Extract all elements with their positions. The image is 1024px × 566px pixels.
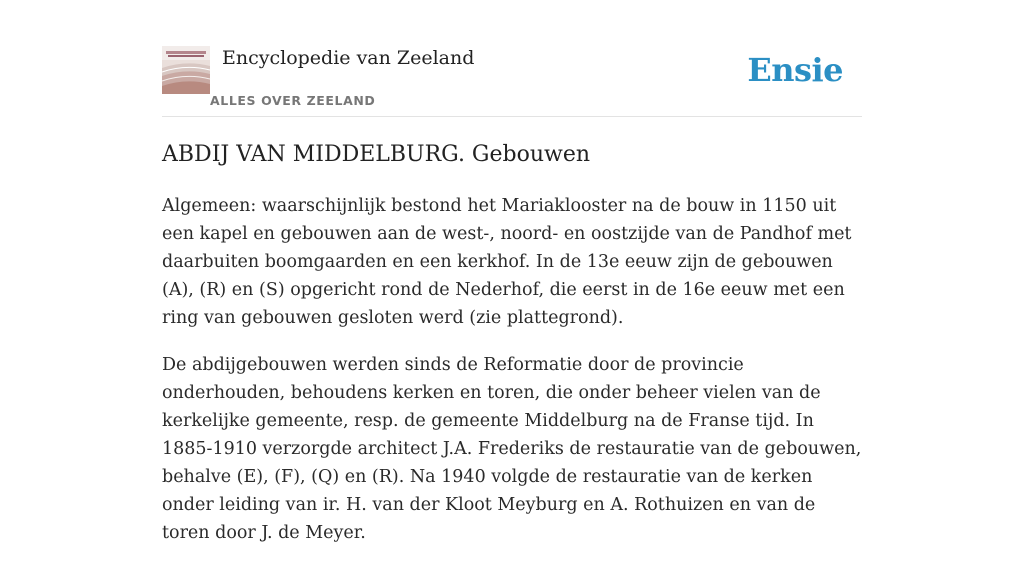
article-body xyxy=(162,192,862,566)
book-pages-icon xyxy=(162,46,210,94)
article-paragraph: Algemeen: waarschijnlijk bestond het Mariaklooster na de bouw in 1150 uit een kapel en gebouwen aan de west-, noord- en oostzijde van de Pandhof met daarbuiten boomgaarden en een kerkhof. In de 13e eeuw zijn de gebouwen (A), (R) en (S) opgericht rond de Nederhof, die eerst in de 16e eeuw met een ring van gebouwen gesloten werd (zie plattegrond). xyxy=(162,196,852,328)
article-title: ABDIJ VAN MIDDELBURG. Gebouwen xyxy=(162,142,591,167)
site-avatar-image[interactable] xyxy=(162,46,210,94)
site-title-link[interactable]: Encyclopedie van Zeeland xyxy=(222,47,475,69)
article-paragraph: De abdijgebouwen werden sinds de Reformatie door de provincie onderhouden, behoudens kerken en toren, die onder beheer vielen van de kerkelijke gemeente, resp. de gemeente Middelburg na de Franse tijd. In 1885-1910 verzorgde architect J.A. Frederiks de restauratie van de gebouwen, behalve (E), (F), (Q) en (R). Na 1940 volgde de restauratie van de kerken onder leiding van ir. H. van der Kloot Meyburg en A. Rothuizen en van de toren door J. de Meyer. xyxy=(162,355,862,543)
site-tagline: ALLES OVER ZEELAND xyxy=(210,93,376,108)
ensie-logo-link[interactable]: Ensie xyxy=(747,51,843,89)
site-header xyxy=(162,44,862,117)
